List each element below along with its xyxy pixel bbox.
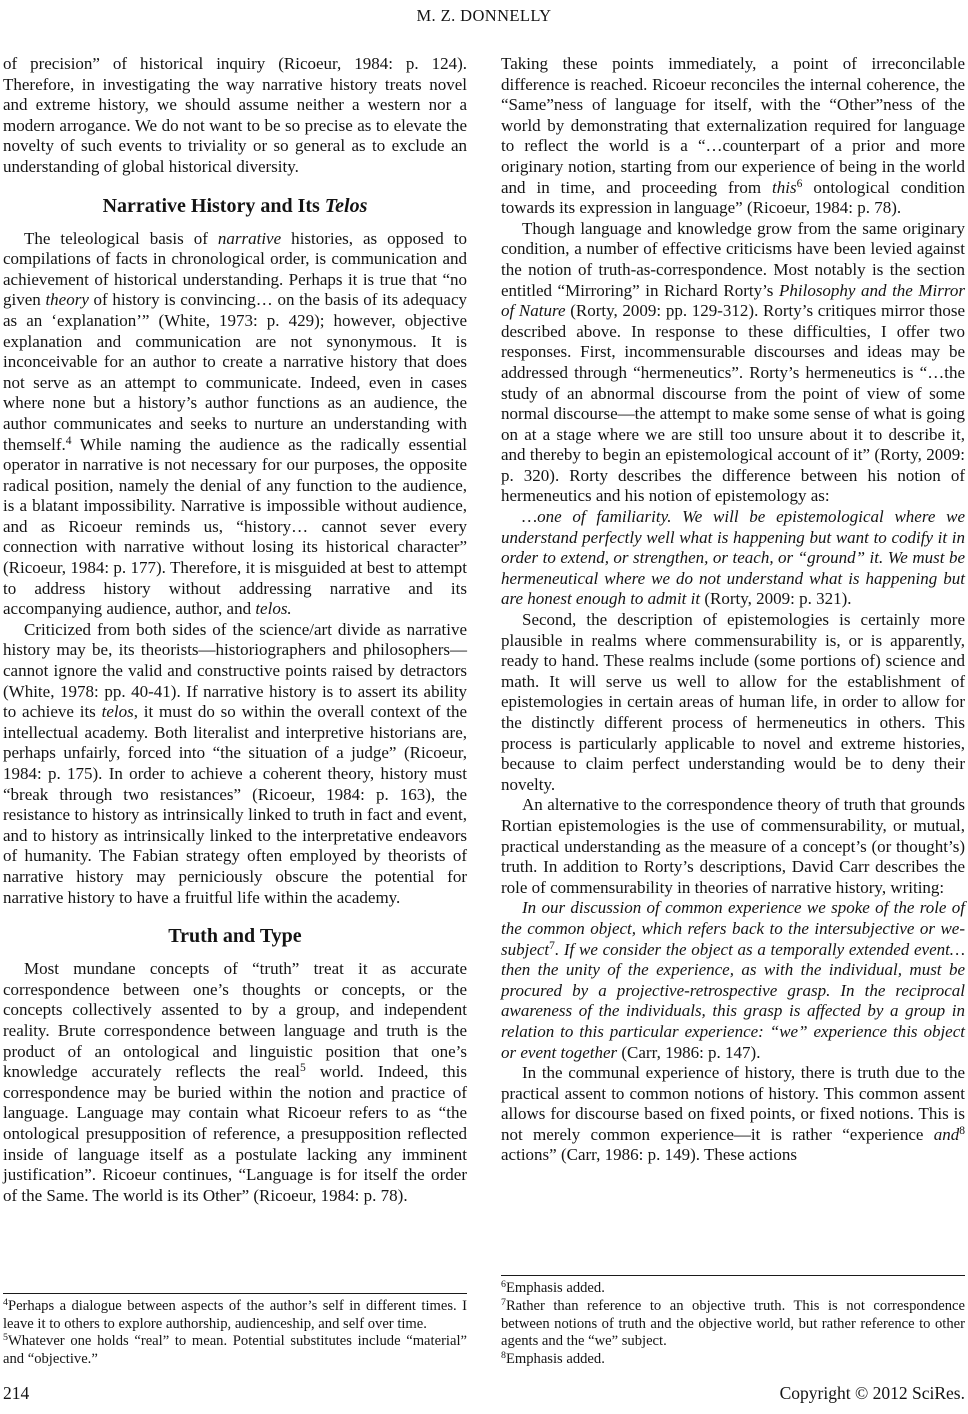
right-column-content — [501, 54, 965, 1166]
paragraph-taking-points: Taking these points immediately, a point of irreconcilable difference is reached. Ricoeur reconciles the internal coherence, the “Same”ness of language for itself, with the “Other”ness of the world by demonstrating that externalization required for language to reflect the world is a “…counterpart of a prior and more originary notion, starting from our experience of being in the world and in time, and proceeding from this$^6$ ontological condition towards its expression in language” (Ricoeur, 1984: p. 78). — [501, 54, 965, 218]
blockquote-rorty: …one of familiarity. We will be epistemological where we understand perfectly well what is happening but want to codify it in order to extend, or strengthen, or teach, or “ground” it. We must be hermeneutical where we do not understand what is happening but are honest enough to admit it (Rorty, 2009: p. 321). — [501, 507, 965, 609]
right-column-footnotes — [501, 1275, 965, 1369]
paragraph-alternative: An alternative to the correspondence theory of truth that grounds Rortian epistemologies is the use of commensurability, or mutual, practical understanding as the measure of a concept’s (or thought’s) truth. In addition to Rorty’s descriptions, David Carr describes the role of commensurability in theories of narrative history, writing: — [501, 795, 965, 897]
paragraph-second-description: Second, the description of epistemologies is certainly more plausible in realms where commensurability is, or is apparently, ready to hand. These realms include (some portions of) science and math. It will serve us well to allow for the establishment of epistemologies in certain areas of human life, in order to allow for the distinctly different process of hermeneutics in others. This process is particularly applicable to novel and extreme histories, because to claim perfect understanding would be to deny their novelty. — [501, 610, 965, 794]
copyright: Copyright © 2012 SciRes. — [779, 1383, 965, 1403]
running-head: M. Z. DONNELLY — [416, 6, 552, 25]
footnote-5: $^5$Whatever one holds “real” to mean. Potential substitutes include “material” and “objective.” — [3, 1332, 467, 1368]
left-column-content — [3, 54, 467, 1206]
page-number: 214 — [3, 1383, 30, 1403]
paragraph-though-language: Though language and knowledge grow from the same originary condition, a number of effective criticisms have been levied against the notion of truth-as-correspondence. Most notably is the section entitled “Mirroring” in Richard Rorty’s Philosophy and the Mirror of Nature (Rorty, 2009: pp. 129-312). Rorty’s critiques mirror those described above. In response to these difficulties, I offer two responses. First, incommensurable discourses and ideas may be addressed through “hermeneutics”. Rorty’s hermeneutics is “…the study of an abnormal discourse from the point of view of some normal discourse—the attempt to make some sense of what is going on at a stage where we are still too unsure about it to describe it, and thereby to begin an epistemological account of it” (Rorty, 2009: p. 320). Rorty describes the difference between his notion of hermeneutics and his notion of epistemology as: — [501, 218, 965, 506]
heading-truth-and-type: Truth and Type — [168, 925, 302, 948]
columns — [3, 54, 965, 1369]
footnote-8: $^8$Emphasis added. — [501, 1350, 605, 1368]
heading-narrative-history: Narrative History and Its Telos — [102, 194, 368, 217]
blockquote-carr: In our discussion of common experience we spoke of the role of the common object, which refers back to the intersubjective or we-subject$^7$. If we consider the object as a temporally extended event… then the unity of the experience, as with the individual, must be procured by a projective-retrospective grasp. In the reciprocal awareness of the individuals, this grasp is affected by a group in relation to this particular experience: “we” experience this object or event together (Carr, 1986: p. 147). — [501, 898, 965, 1062]
page-footer — [3, 1383, 965, 1404]
footnote-6: $^6$Emphasis added. — [501, 1279, 605, 1297]
footnote-4: $^4$Perhaps a dialogue between aspects of the author’s self in different times. I leave it to others to explore authorship, audienceship, and self over time. — [3, 1296, 467, 1332]
paragraph-precision: of precision” of historical inquiry (Ricoeur, 1984: p. 124). Therefore, in investigating the way narrative history treats novel and extreme history, we should assume neither a western nor a modern arrogance. We do not want to be so precise as to elevate the novelty of such events to triviality or so general as to exclude an understanding of global historical diversity. — [3, 54, 467, 176]
left-column-footnotes — [3, 1293, 467, 1369]
paragraph-communal: In the communal experience of history, there is truth due to the practical assent to common notions of history. This common assent allows for discourse based on fixed points, or fixed notions. This is not merely common experience—it is rather “experience and$^8$ actions” (Carr, 1986: p. 149). These actions — [501, 1063, 965, 1165]
footnote-7: $^7$Rather than reference to an objective truth. This is not correspondence between notions of truth and the objective world, but rather reference to other agents and the “we” subject. — [501, 1296, 965, 1350]
paragraph-teleological: The teleological basis of narrative histories, as opposed to compilations of facts in chronological order, is communication and achievement of historical understanding. Perhaps it is true that “no given theory of history is convincing… on the basis of its adequacy as an ‘explanation’” (White, 1973: p. 429); however, objective explanation and communication are not synonymous. It is inconceivable for an author to create a narrative history that does not serve as an attempt to communicate. Indeed, even in cases where none but a history’s author functions as an audience, the author communicates and seeks to nurture an understanding with themself.$^4$ While naming the audience as the radically essential operator in narrative is not necessary for our purposes, the opposite radical position, namely the denial of any function to the audience, is a blatant impossibility. Narrative is impossible without audience, and as Ricoeur reminds us, “history… cannot sever every connection with narrative without losing its historical character” (Ricoeur, 1984: p. 177). Therefore, it is misguided at best to attempt to address history without addressing narrative and its accompanying audience, author, and telos. — [3, 228, 468, 619]
paragraph-mundane-truth: Most mundane concepts of “truth” treat it as accurate correspondence between one’s thoughts or concepts, or the concepts collectively assented to by a group, and independent reality. Brute correspondence between language and truth is the product of an ontological and linguistic position that one’s knowledge accurately reflects the real$^5$ world. Indeed, this correspondence may be buried within the notion and practice of language. Language may contain what Ricoeur refers to as “the ontological presupposition of reference, a presupposition reflected inside of language itself as a postulate lacking any imminent justification”. Ricoeur continues, “Language is for itself the order of the Same. The world is its Other” (Ricoeur, 1984: p. 78). — [3, 959, 467, 1205]
left-column — [3, 54, 467, 1369]
paragraph-criticized: Criticized from both sides of the science/art divide as narrative history may be, its theorists—historiographers and philosophers—cannot ignore the valid and constructive points raised by detractors (White, 1978: pp. 40-41). If narrative history is to assert its ability to achieve its telos, it must do so within the overall context of the intellectual academy. Both literalist and interpretive historians are, perhaps unfairly, forced into “the situation of a judge” (Ricoeur, 1984: p. 175). In order to achieve a coherent theory, history must “break through two resistances” (Ricoeur, 1984: p. 163), the resistance to history as intrinsically linked to truth in fact and event, and to history as intrinsically linked to the interpretative endeavors of humanity. The Fabian strategy often employed by theorists of narrative history may perniciously obscure the potential for narrative history to have a fruitful life within the academy. — [3, 619, 467, 907]
right-column — [501, 54, 965, 1369]
